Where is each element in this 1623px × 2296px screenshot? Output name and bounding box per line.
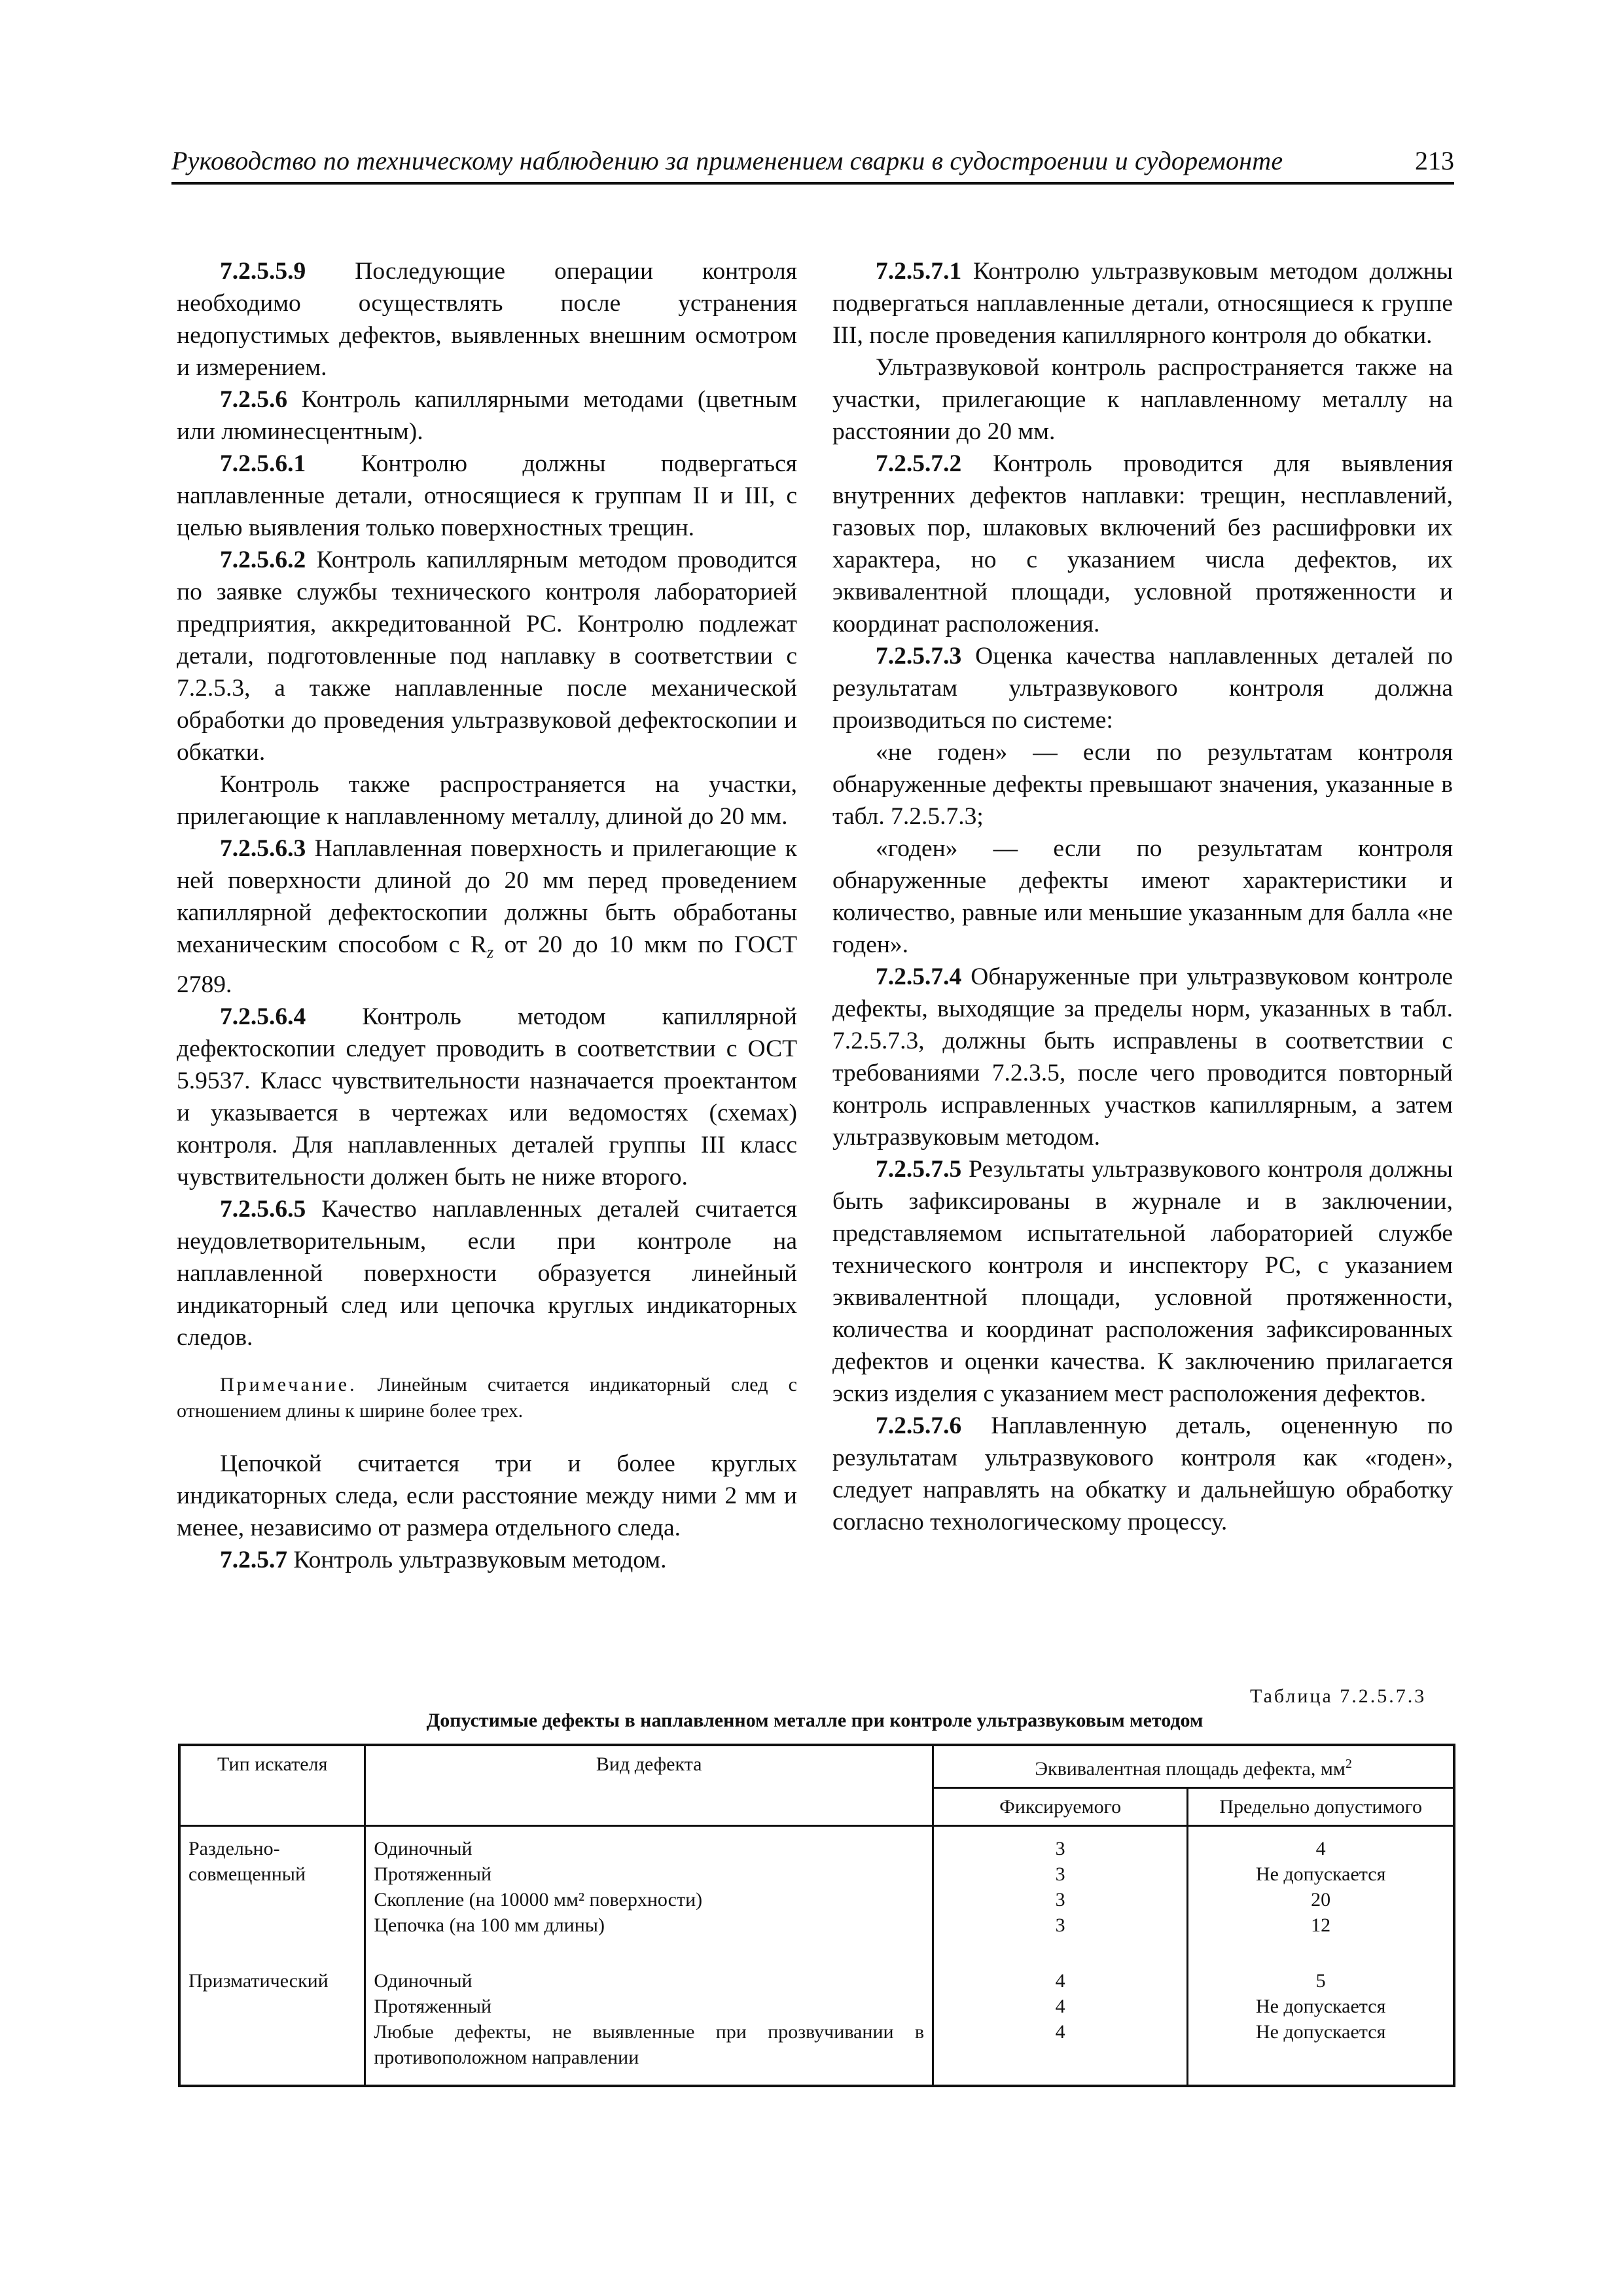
cell-defects: Одиночный Протяженный Скопление (на 10000 мм² поверхности) Цепочка (на 100 мм длины)	[365, 1826, 933, 1956]
header-fixed: Фиксируемого	[933, 1788, 1188, 1826]
right-column	[832, 255, 1453, 1538]
cell-type: Раздельно-совмещенный	[179, 1826, 365, 1956]
left-column	[177, 255, 797, 1576]
table-title: Допустимые дефекты в наплавленном металле при контроле ультразвуковым методом	[426, 1710, 1204, 1731]
paragraph: Контроль также распространяется на участки, прилегающие к наплавленному металлу, длиной до 20 мм.	[177, 771, 797, 830]
paragraph: 7.2.5.6 Контроль капиллярными методами (цветным или люминесцентным).	[177, 386, 797, 445]
header-area: Эквивалентная площадь дефекта, $мм^2$	[933, 1745, 1454, 1788]
paragraph: Ультразвуковой контроль распространяется также на участки, прилегающие к наплавленному металлу на расстоянии до 20 мм.	[832, 354, 1453, 445]
cell-fixed: 4 4 4	[933, 1955, 1188, 2086]
header-defect: Вид дефекта	[365, 1745, 933, 1826]
cell-defects: Одиночный Протяженный Любые дефекты, не выявленные при прозвучивании в противоположном направлении	[365, 1955, 933, 2086]
header-type: Тип искателя	[179, 1745, 365, 1826]
note: Примечание. Линейным считается индикаторный след с отношением длины к ширине более трех.	[177, 1373, 797, 1422]
paragraph: 7.2.5.7.4 Обнаруженные при ультразвуковом контроле дефекты, выходящие за пределы норм, указанных в табл. 7.2.5.7.3, должны быть исправлены в соответствии с требованиями 7.2.3.5, после чего проводится повторный контроль исправленных участков капиллярным, а затем ультразвуковым методом.	[832, 963, 1453, 1151]
defects-table	[178, 1744, 1455, 2087]
table-row	[179, 1955, 1454, 2086]
paragraph: Цепочкой считается три и более круглых индикаторных следа, если расстояние между ними 2 мм и менее, независимо от размера отдельного следа.	[177, 1450, 797, 1541]
paragraph: 7.2.5.6.3 Наплавленная поверхность и прилегающие к ней поверхности длиной до 20 мм перед проведением капиллярной дефектоскопии должны быть обработаны механическим способом с $R_z$ от 20 до 10 мкм по ГОСТ 2789.	[177, 835, 798, 998]
paragraph: 7.2.5.5.9 Последующие операции контроля необходимо осуществлять после устранения недопустимых дефектов, выявленных внешним осмотром и измерением.	[177, 258, 797, 381]
paragraph: 7.2.5.6.5 Качество наплавленных деталей считается неудовлетворительным, если при контроле на наплавленной поверхности образуется линейный индикаторный след или цепочка круглых индикаторных следов.	[177, 1195, 797, 1351]
paragraph: 7.2.5.7.3 Оценка качества наплавленных деталей по результатам ультразвукового контроля должна производиться по системе:	[832, 643, 1453, 734]
cell-fixed: 3 3 3 3	[933, 1826, 1188, 1956]
table-number: Таблица 7.2.5.7.3	[1250, 1685, 1427, 1707]
paragraph: 7.2.5.7.6 Наплавленную деталь, оцененную по результатам ультразвукового контроля как «годен», следует направлять на обкатку и дальнейшую обработку согласно технологическому процессу.	[832, 1412, 1453, 1535]
paragraph: 7.2.5.6.2 Контроль капиллярным методом проводится по заявке службы технического контроля лабораторией предприятия, аккредитованной РС. Контролю подлежат детали, подготовленные под наплавку в соответствии с 7.2.5.3, а также наплавленные после механической обработки до проведения ультразвуковой дефектоскопии и обкатки.	[177, 547, 797, 766]
page-number: 213	[1415, 146, 1454, 175]
table-row	[179, 1826, 1454, 1956]
paragraph: «не годен» — если по результатам контроля обнаруженные дефекты превышают значения, указанные в табл. 7.2.5.7.3;	[832, 739, 1453, 830]
header-max: Предельно допустимого	[1188, 1788, 1454, 1826]
paragraph: 7.2.5.7.1 Контролю ультразвуковым методом должны подвергаться наплавленные детали, относящиеся к группе III, после проведения капиллярного контроля до обкатки.	[832, 258, 1453, 349]
cell-max: 4 Не допускается 20 12	[1188, 1826, 1454, 1956]
paragraph: «годен» — если по результатам контроля обнаруженные дефекты имеют характеристики и количество, равные или меньшие указанным для балла «не годен».	[832, 835, 1453, 958]
header-title: Руководство по техническому наблюдению за применением сварки в судостроении и судоремонте	[171, 146, 1283, 175]
cell-type: Призматический	[179, 1955, 365, 2086]
running-header	[171, 143, 1454, 185]
paragraph: 7.2.5.7.2 Контроль проводится для выявления внутренних дефектов наплавки: трещин, несплавлений, газовых пор, шлаковых включений без расшифровки их характера, но с указанием числа дефектов, их эквивалентной площади, условной протяженности и координат расположения.	[832, 450, 1453, 637]
paragraph: 7.2.5.6.1 Контролю должны подвергаться наплавленные детали, относящиеся к группам II и III, с целью выявления только поверхностных трещин.	[177, 450, 797, 541]
paragraph: 7.2.5.6.4 Контроль методом капиллярной дефектоскопии следует проводить в соответствии с ОСТ 5.9537. Класс чувствительности назначается проектантом и указывается в чертежах или ведомостях (схемах) контроля. Для наплавленных деталей группы III класс чувствительности должен быть не ниже второго.	[177, 1003, 797, 1191]
paragraph: 7.2.5.7 Контроль ультразвуковым методом.	[220, 1546, 667, 1573]
paragraph: 7.2.5.7.5 Результаты ультразвукового контроля должны быть зафиксированы в журнале и в заключении, представляемом испытательной лабораторией службе технического контроля и инспектору РС, с указанием эквивалентной площади, условной протяженности, количества и координат расположения зафиксированных дефектов и оценки качества. К заключению прилагается эскиз изделия с указанием мест расположения дефектов.	[832, 1156, 1453, 1407]
cell-max: 5 Не допускается Не допускается	[1188, 1955, 1454, 2086]
